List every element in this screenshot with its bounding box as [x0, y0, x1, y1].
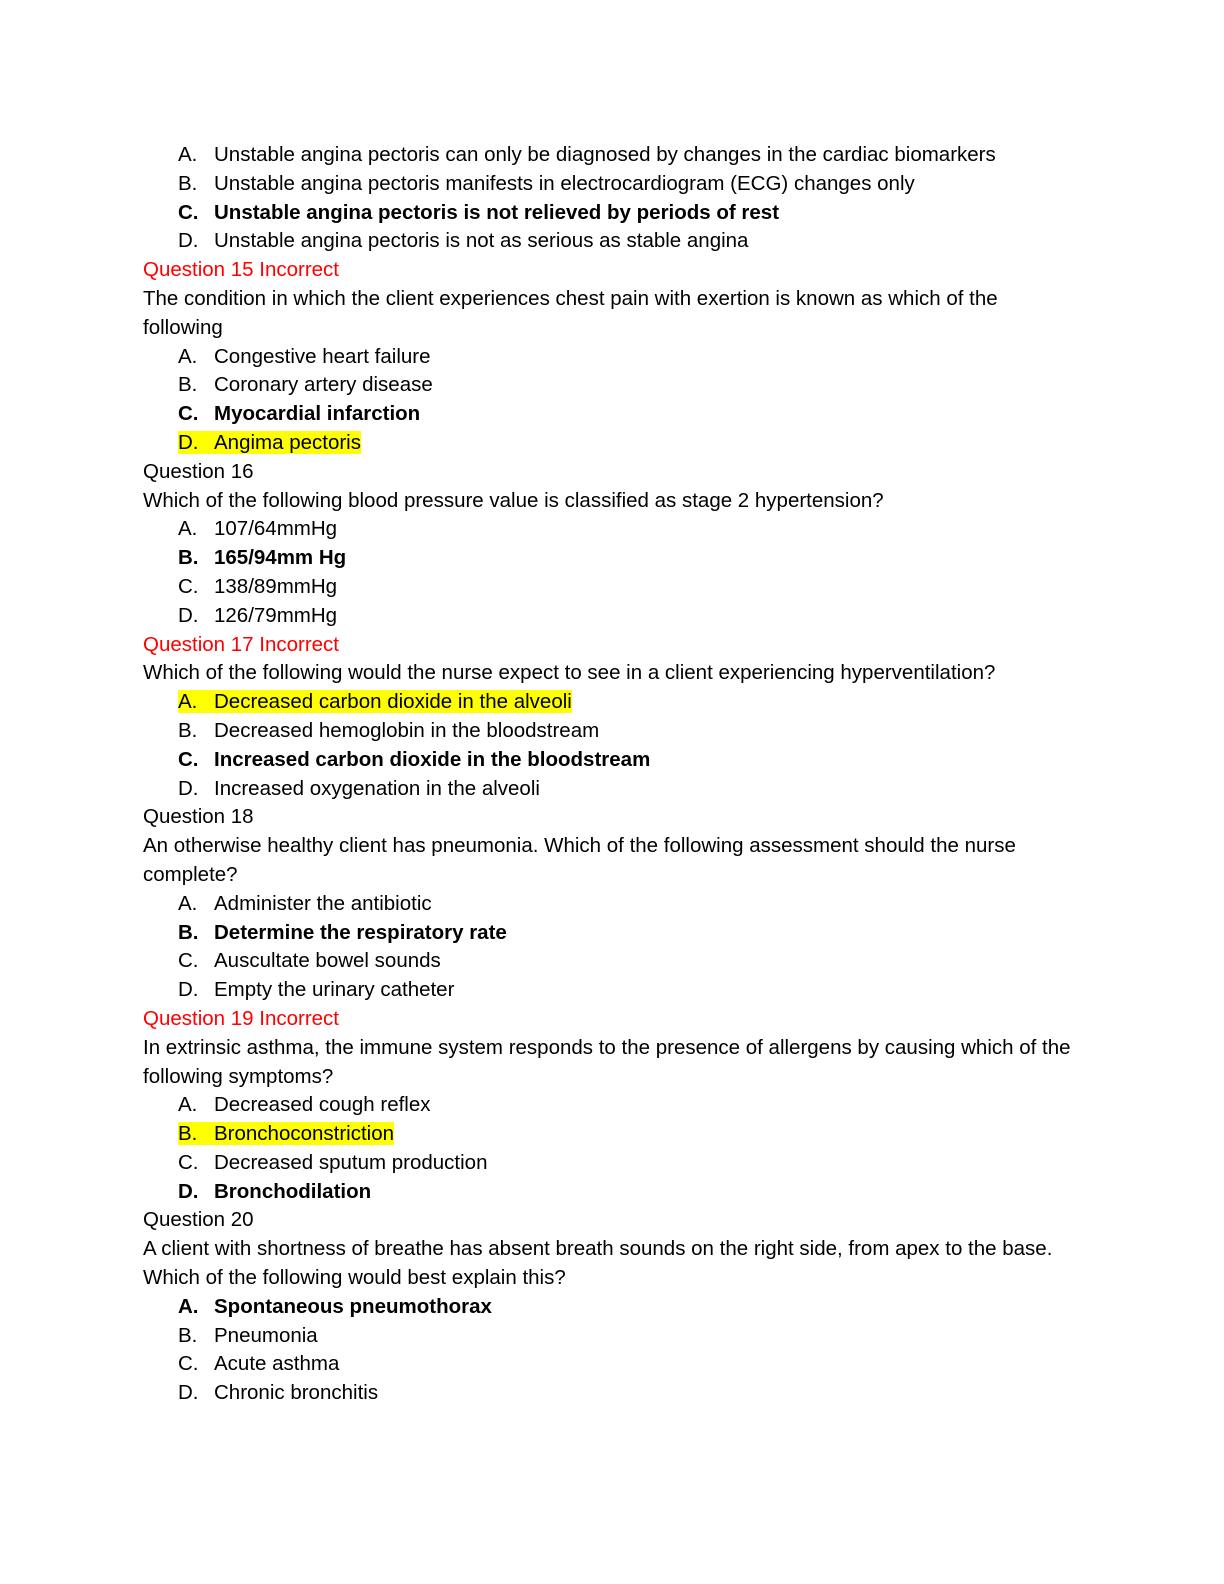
q19-stem: In extrinsic asthma, the immune system responds to the presence of allergens by causing which of the following symptoms?	[143, 1035, 1071, 1088]
q15-stem: The condition in which the client experiences chest pain with exertion is known as which of the following	[143, 286, 998, 339]
q20-stem: A client with shortness of breathe has absent breath sounds on the right side, from apex to the base. Which of the following would best explain this?	[143, 1237, 1053, 1290]
question-14	[143, 141, 1083, 256]
question-20	[143, 1206, 1083, 1408]
q14-option-d: D. Unstable angina pectoris is not as serious as stable angina	[178, 229, 749, 253]
q19-option-b	[178, 1120, 1083, 1149]
q14-option-c: C. Unstable angina pectoris is not relieved by periods of rest	[178, 200, 780, 224]
q16-option-b: B. 165/94mm Hg	[178, 546, 347, 570]
q14-option-a: A. Unstable angina pectoris can only be diagnosed by changes in the cardiac biomarkers	[178, 143, 996, 166]
q19-option-a: A. Decreased cough reflex	[178, 1093, 431, 1117]
correct-answer-highlight: B. Bronchoconstriction	[178, 1122, 395, 1146]
q17-option-b: B. Decreased hemoglobin in the bloodstream	[178, 718, 600, 742]
q18-header: Question 18	[143, 805, 254, 829]
q20-option-d: D. Chronic bronchitis	[178, 1381, 379, 1405]
q14-option-b: B. Unstable angina pectoris manifests in electrocardiogram (ECG) changes only	[178, 171, 915, 195]
q18-option-b: B. Determine the respiratory rate	[178, 920, 507, 944]
q20-header: Question 20	[143, 1208, 254, 1232]
q17-option-c: C. Increased carbon dioxide in the bloodstream	[178, 747, 651, 771]
q16-header: Question 16	[143, 459, 254, 483]
q15-option-a: A. Congestive heart failure	[178, 344, 431, 368]
q20-option-a: A. Spontaneous pneumothorax	[178, 1294, 492, 1318]
question-15	[143, 256, 1083, 458]
q15-header: Question 15 Incorrect	[143, 258, 339, 282]
q16-option-a: A. 107/64mmHg	[178, 517, 338, 541]
q16-option-c: C. 138/89mmHg	[178, 574, 338, 598]
question-16	[143, 458, 1083, 631]
question-19	[143, 1005, 1083, 1207]
q17-stem: Which of the following would the nurse expect to see in a client experiencing hyperventilation?	[143, 661, 996, 685]
q15-option-d	[178, 429, 1083, 458]
q17-header: Question 17 Incorrect	[143, 632, 339, 656]
q18-option-a: A. Administer the antibiotic	[178, 891, 432, 915]
q15-option-c: C. Myocardial infarction	[178, 402, 421, 426]
q20-option-b: B. Pneumonia	[178, 1323, 318, 1347]
question-18	[143, 803, 1083, 1005]
correct-answer-highlight: A. Decreased carbon dioxide in the alveoli	[178, 690, 572, 714]
q19-header: Question 19 Incorrect	[143, 1006, 339, 1030]
q17-option-a	[178, 688, 1083, 717]
correct-answer-highlight: D. Angima pectoris	[178, 430, 361, 454]
q18-stem: An otherwise healthy client has pneumonia. Which of the following assessment should the nurse complete?	[143, 834, 1016, 886]
q16-stem: Which of the following blood pressure value is classified as stage 2 hypertension?	[143, 488, 884, 512]
q17-option-d: D. Increased oxygenation in the alveoli	[178, 776, 540, 800]
q18-option-c: C. Auscultate bowel sounds	[178, 949, 441, 973]
q18-option-d: D. Empty the urinary catheter	[178, 978, 455, 1002]
document-page	[143, 141, 1083, 1408]
q20-option-c: C. Acute asthma	[178, 1352, 340, 1376]
q19-option-c: C. Decreased sputum production	[178, 1150, 488, 1174]
question-17	[143, 631, 1083, 804]
q19-option-d: D. Bronchodilation	[178, 1179, 372, 1203]
q16-option-d: D. 126/79mmHg	[178, 603, 338, 627]
q15-option-b: B. Coronary artery disease	[178, 373, 433, 397]
